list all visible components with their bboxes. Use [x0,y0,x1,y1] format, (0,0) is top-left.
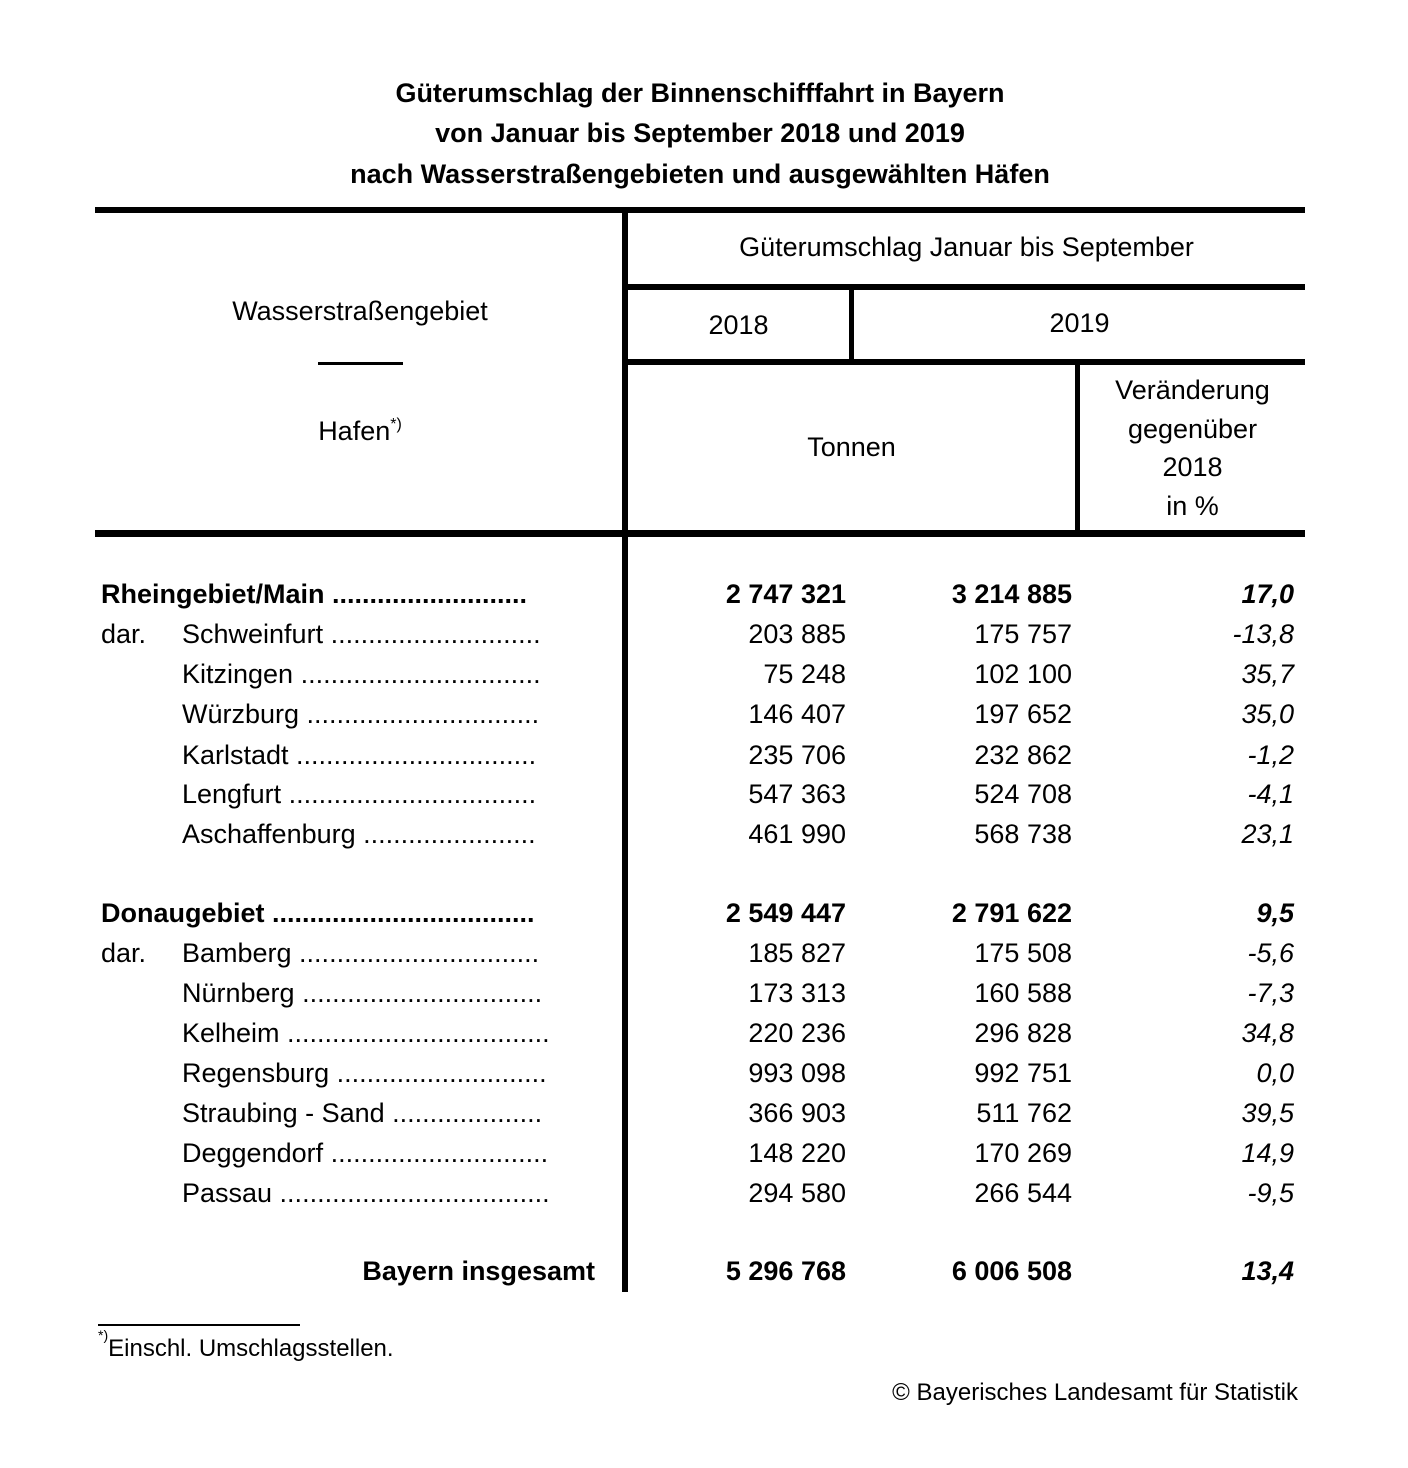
footnote [98,1327,394,1363]
total-value-2018: 5 296 768 [725,1256,846,1286]
value-2018: 148 220 [748,1138,846,1168]
value-change: 17,0 [1241,579,1294,609]
table-row [0,814,1408,854]
value-2018: 366 903 [748,1098,846,1128]
value-change: -9,5 [1247,1178,1294,1208]
header-year-2018: 2018 [708,310,769,340]
value-change: -13,8 [1232,619,1294,649]
value-2018: 294 580 [748,1178,846,1208]
table-row [0,1093,1408,1133]
total-value-change: 13,4 [1241,1256,1294,1286]
top-rule [95,207,1305,213]
value-2019: 2 791 622 [951,898,1072,928]
value-2018: 235 706 [748,740,846,770]
header-port-label: Hafen [318,416,391,446]
table-row [0,694,1408,734]
region-label: Rheingebiet/Main .......................... [101,579,528,609]
value-2018: 2 549 447 [725,898,846,928]
table-row [0,614,1408,654]
value-2019: 232 862 [974,740,1072,770]
table-row [0,735,1408,775]
port-label: Karlstadt ................................ [182,740,537,770]
value-2019: 175 508 [974,938,1072,968]
value-change: 0,0 [1256,1058,1294,1088]
value-change: 34,8 [1241,1018,1294,1048]
header-change-line-3: 2018 [1162,452,1223,482]
dar-label: dar. [101,619,147,649]
port-label: Straubing - Sand .................... [182,1098,543,1128]
value-2018: 547 363 [748,779,846,809]
value-2019: 160 588 [974,978,1072,1008]
header-change-line-4: in % [1166,491,1219,521]
port-label: Schweinfurt ............................ [182,619,541,649]
value-2018: 203 885 [748,619,846,649]
header-unit-tonnes: Tonnen [807,432,896,462]
value-change: 14,9 [1241,1138,1294,1168]
footnote-rule [98,1324,300,1326]
header-change-line-2: gegenüber [1127,414,1258,444]
table-row-region [0,574,1408,614]
region-label: Donaugebiet ................................... [101,898,535,928]
port-label: Regensburg ............................ [182,1058,547,1088]
value-2018: 220 236 [748,1018,846,1048]
value-2019: 266 544 [974,1178,1072,1208]
value-2019: 296 828 [974,1018,1072,1048]
value-2018: 185 827 [748,938,846,968]
value-change: 9,5 [1256,898,1294,928]
table-row [0,1133,1408,1173]
total-value-2019: 6 006 508 [951,1256,1072,1286]
value-2019: 524 708 [974,779,1072,809]
value-change: 39,5 [1241,1098,1294,1128]
value-change: -1,2 [1247,740,1294,770]
table-row [0,1053,1408,1093]
value-2018: 993 098 [748,1058,846,1088]
header-change-line-1: Veränderung [1115,375,1270,405]
table-title-line-3: nach Wasserstraßengebieten und ausgewählten Häfen [350,159,1050,189]
value-2019: 175 757 [974,619,1072,649]
value-2018: 75 248 [763,659,846,689]
header-group-label: Güterumschlag Januar bis September [739,232,1194,262]
port-label: Nürnberg ................................ [182,978,543,1008]
footnote-text: Einschl. Umschlagsstellen. [108,1335,394,1362]
value-2018: 461 990 [748,819,846,849]
table-row [0,654,1408,694]
table-row-total [0,1251,1408,1291]
port-label: Kelheim ................................... [182,1018,550,1048]
value-2019: 197 652 [974,699,1072,729]
header-rule-years [625,359,1305,365]
header-bottom-rule [95,530,1305,537]
value-2018: 146 407 [748,699,846,729]
table-row [0,774,1408,814]
table-row [0,973,1408,1013]
port-label: Würzburg ............................... [182,699,540,729]
value-2018: 2 747 321 [725,579,846,609]
header-port-footnote-mark: *) [390,416,402,433]
value-change: 23,1 [1241,819,1294,849]
value-2019: 568 738 [974,819,1072,849]
table-row-region [0,893,1408,933]
table-row [0,933,1408,973]
port-label: Aschaffenburg ....................... [182,819,536,849]
value-change: -5,6 [1247,938,1294,968]
port-label: Kitzingen ................................ [182,659,541,689]
value-change: 35,0 [1241,699,1294,729]
port-label: Bamberg ................................ [182,938,540,968]
table-row [0,1013,1408,1053]
value-2019: 511 762 [976,1098,1072,1128]
value-2018: 173 313 [748,978,846,1008]
header-region-port-separator [318,362,403,365]
port-label: Deggendorf ............................. [182,1138,549,1168]
value-change: -4,1 [1247,779,1294,809]
value-2019: 102 100 [974,659,1072,689]
total-label: Bayern insgesamt [362,1256,595,1286]
copyright-notice: © Bayerisches Landesamt für Statistik [892,1379,1298,1406]
value-2019: 3 214 885 [951,579,1072,609]
value-2019: 170 269 [974,1138,1072,1168]
value-change: 35,7 [1241,659,1294,689]
header-rule-group [625,284,1305,290]
port-label: Lengfurt ................................. [182,779,537,809]
value-2019: 992 751 [974,1058,1072,1088]
header-port [95,412,625,450]
table-title-line-2: von Januar bis September 2018 und 2019 [435,118,965,148]
table-title-line-1: Güterumschlag der Binnenschifffahrt in Bayern [395,78,1005,108]
header-region: Wasserstraßengebiet [232,296,488,326]
value-change: -7,3 [1247,978,1294,1008]
header-year-2019: 2019 [1049,308,1110,338]
table-row [0,1173,1408,1213]
footnote-mark: *) [98,1327,109,1343]
port-label: Passau .................................... [182,1178,550,1208]
dar-label: dar. [101,938,147,968]
